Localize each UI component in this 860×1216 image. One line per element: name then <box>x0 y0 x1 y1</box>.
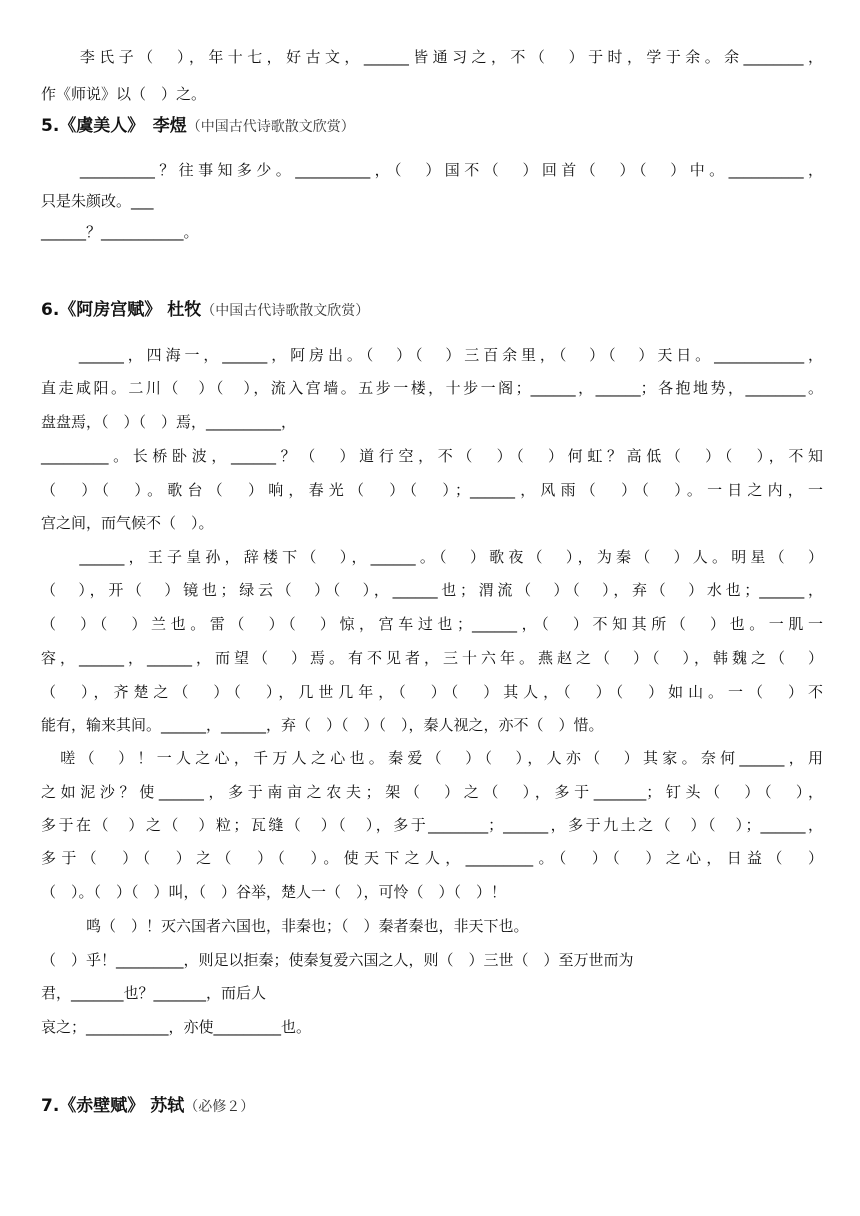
text-line: 之如泥沙？使______，多于南亩之农夫；架（ ）之（ ），多于_______；钉头（ ）（ ）， <box>41 783 823 801</box>
section-note: （中国古代诗歌散文欣赏） <box>186 119 355 135</box>
text-line: ______？___________。 <box>41 223 199 241</box>
text-line: 哀之；___________，亦使_________也。 <box>41 1018 312 1036</box>
text-line: （ ）（ ）。歌台（ ）响，春光（ ）（ ）；______，风雨（ ）（ ）。一日之内，一 <box>41 481 823 499</box>
text-line: （ ）。（ ）（ ）叫，（ ）谷举，楚人一（ ），可怜（ ）（ ）！ <box>41 883 507 901</box>
text-line: 李氏子（ ），年十七，好古文，______皆通习之，不（ ）于时，学于余。余________， <box>41 48 823 66</box>
text-line: ______，四海一，______，阿房出。（ ）（ ）三百余里，（ ）（ ）天日。____________， <box>41 346 823 364</box>
text-line: 作《师说》以（ ）之。 <box>41 85 207 103</box>
text-line: 君，_______也？_______，而后人 <box>41 984 267 1002</box>
text-line: 多于在（ ）之（ ）粒；瓦缝（ ）（ ），多于________；______，多于九土之（ ）（ ）；______， <box>41 816 823 834</box>
text-line: __________？往事知多少。__________，（ ）国不（ ）回首（ ）（ ）中。__________， <box>41 161 823 179</box>
text-line: 盘盘焉，（ ）（ ）焉，__________， <box>41 413 297 431</box>
text-line: 鸣（ ）！灭六国者六国也，非秦也；（ ）秦者秦也，非天下也。 <box>41 917 529 935</box>
text-line: 只是朱颜改。___ <box>41 192 154 210</box>
section-heading-5 <box>41 114 355 139</box>
section-title: 7.《赤壁赋》 苏轼 <box>41 1096 185 1116</box>
text-line: ______，王子皇孙，辞楼下（ ），______。（ ）歌夜（ ），为秦（ ）人。明星（ ） <box>41 548 823 566</box>
text-line: （ ）（ ）兰也。雷（ ）（ ）惊，宫车过也；______，（ ）不知其所（ ）也。一肌一 <box>41 615 823 633</box>
text-line: （ ）乎！_________，则足以拒秦；使秦复爱六国之人，则（ ）三世（ ）至万世而为 <box>41 951 634 969</box>
text-line: 宫之间，而气候不（ ）。 <box>41 514 214 532</box>
text-line: （ ），齐楚之（ ）（ ），几世几年，（ ）（ ）其人，（ ）（ ）如山。一（ ）不 <box>41 683 823 701</box>
text-line: 容，______，______，而望（ ）焉。有不见者，三十六年。燕赵之（ ）（ ），韩魏之（ ） <box>41 649 823 667</box>
section-note: （中国古代诗歌散文欣赏） <box>201 303 370 319</box>
text-line: 多于（ ）（ ）之（ ）（ ）。使天下之人，_________。（ ）（ ）之心，日益（ ） <box>41 849 823 867</box>
section-note: （必修２） <box>184 1099 255 1115</box>
section-title: 5.《虞美人》 李煜 <box>41 116 187 136</box>
text-line: 直走咸阳。二川（ ）（ ），流入宫墙。五步一楼，十步一阁；______，______；各抱地势，________。 <box>41 379 823 397</box>
section-heading-6 <box>41 298 369 323</box>
section-title: 6.《阿房宫赋》 杜牧 <box>41 300 202 320</box>
text-line: _________。长桥卧波，______？（ ）道行空，不（ ）（ ）何虹？高低（ ）（ ），不知 <box>41 447 823 465</box>
text-line: （ ），开（ ）镜也；绿云（ ）（ ），______也；渭流（ ）（ ），弃（ ）水也；______， <box>41 581 823 599</box>
text-line: 嗟（ ）！一人之心，千万人之心也。秦爱（ ）（ ），人亦（ ）其家。奈何______，用 <box>41 749 823 767</box>
section-heading-7 <box>41 1094 254 1119</box>
text-line: 能有，输来其间。______，______，弃（ ）（ ）（ ），秦人视之，亦不（ ）惜。 <box>41 716 604 734</box>
